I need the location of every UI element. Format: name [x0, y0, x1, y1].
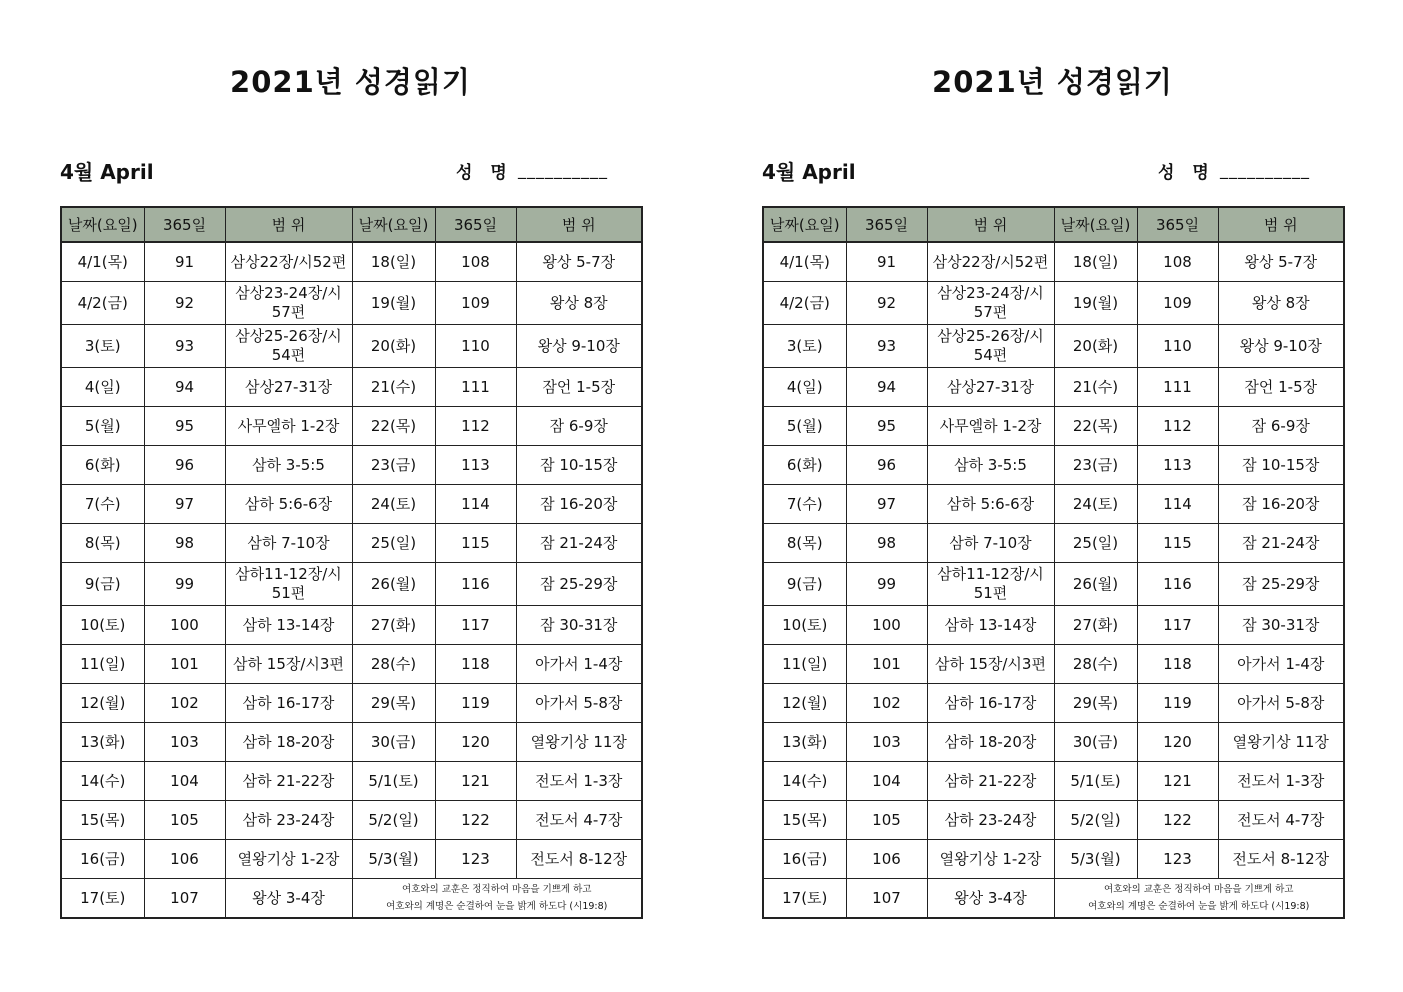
table-row: [763, 879, 1344, 919]
date-cell: 29(목): [352, 684, 435, 723]
table-row: [61, 801, 642, 840]
range-cell: 잠 6-9장: [1218, 407, 1344, 446]
date-cell: 6(화): [763, 446, 846, 485]
range-cell: 삼하 7-10장: [927, 524, 1054, 563]
date-cell: 11(일): [61, 645, 144, 684]
table-row: [763, 524, 1344, 563]
date-cell: 20(화): [1054, 325, 1137, 368]
date-cell: 5(월): [61, 407, 144, 446]
day-number-cell: 100: [144, 606, 225, 645]
table-row: [61, 242, 642, 282]
range-cell: 삼하 21-22장: [927, 762, 1054, 801]
date-cell: 28(수): [352, 645, 435, 684]
date-cell: 12(월): [61, 684, 144, 723]
day-number-cell: 96: [144, 446, 225, 485]
day-number-cell: 99: [846, 563, 927, 606]
date-cell: 19(월): [352, 282, 435, 325]
date-cell: 14(수): [61, 762, 144, 801]
date-cell: 22(목): [352, 407, 435, 446]
day-number-cell: 117: [1137, 606, 1218, 645]
range-cell: 왕상 9-10장: [516, 325, 642, 368]
page-title: 2021년 성경읽기: [230, 65, 471, 99]
table-row: [763, 446, 1344, 485]
day-number-cell: 102: [846, 684, 927, 723]
header-day-number: 365일: [1137, 207, 1218, 242]
day-number-cell: 114: [435, 485, 516, 524]
day-number-cell: 118: [1137, 645, 1218, 684]
day-number-cell: 102: [144, 684, 225, 723]
day-number-cell: 103: [846, 723, 927, 762]
range-cell: 삼하 23-24장: [225, 801, 352, 840]
day-number-cell: 97: [846, 485, 927, 524]
range-cell: 삼하 5:6-6장: [225, 485, 352, 524]
date-cell: 4/2(금): [763, 282, 846, 325]
day-number-cell: 104: [846, 762, 927, 801]
date-cell: 19(월): [1054, 282, 1137, 325]
day-number-cell: 107: [144, 879, 225, 919]
name-blank: __________: [518, 160, 608, 179]
table-row: [763, 645, 1344, 684]
date-cell: 27(화): [1054, 606, 1137, 645]
day-number-cell: 116: [1137, 563, 1218, 606]
name-label: 성 명: [1158, 163, 1215, 183]
range-cell: 왕상 8장: [1218, 282, 1344, 325]
table-row: [763, 840, 1344, 879]
name-label: 성 명: [456, 163, 513, 183]
date-cell: 23(금): [352, 446, 435, 485]
date-cell: 20(화): [352, 325, 435, 368]
table-row: [61, 282, 642, 325]
date-cell: 17(토): [61, 879, 144, 919]
range-cell: 왕상 8장: [516, 282, 642, 325]
table-row: [61, 368, 642, 407]
range-cell: 잠 16-20장: [516, 485, 642, 524]
day-number-cell: 103: [144, 723, 225, 762]
day-number-cell: 101: [144, 645, 225, 684]
day-number-cell: 113: [435, 446, 516, 485]
range-cell: 왕상 3-4장: [225, 879, 352, 919]
range-cell: 전도서 8-12장: [516, 840, 642, 879]
day-number-cell: 112: [1137, 407, 1218, 446]
table-row: [61, 606, 642, 645]
date-cell: 5/2(일): [1054, 801, 1137, 840]
range-cell: 삼하 18-20장: [225, 723, 352, 762]
day-number-cell: 114: [1137, 485, 1218, 524]
date-cell: 24(토): [1054, 485, 1137, 524]
day-number-cell: 123: [1137, 840, 1218, 879]
day-number-cell: 112: [435, 407, 516, 446]
date-cell: 4/1(목): [763, 242, 846, 282]
table-row: [61, 407, 642, 446]
day-number-cell: 110: [435, 325, 516, 368]
day-number-cell: 118: [435, 645, 516, 684]
range-cell: 삼상22장/시52편: [225, 242, 352, 282]
range-cell: 전도서 4-7장: [516, 801, 642, 840]
day-number-cell: 104: [144, 762, 225, 801]
table-row: [763, 762, 1344, 801]
header-day-number: 365일: [144, 207, 225, 242]
date-cell: 7(수): [763, 485, 846, 524]
table-row: [763, 606, 1344, 645]
range-cell: 아가서 1-4장: [516, 645, 642, 684]
date-cell: 14(수): [763, 762, 846, 801]
day-number-cell: 105: [144, 801, 225, 840]
date-cell: 15(목): [763, 801, 846, 840]
range-cell: 왕상 3-4장: [927, 879, 1054, 919]
range-cell: 열왕기상 1-2장: [225, 840, 352, 879]
day-number-cell: 98: [144, 524, 225, 563]
date-cell: 10(토): [763, 606, 846, 645]
date-cell: 12(월): [763, 684, 846, 723]
date-cell: 3(토): [763, 325, 846, 368]
range-cell: 삼상27-31장: [225, 368, 352, 407]
date-cell: 26(월): [352, 563, 435, 606]
date-cell: 21(수): [1054, 368, 1137, 407]
date-cell: 5(월): [763, 407, 846, 446]
range-cell: 삼하 3-5:5: [927, 446, 1054, 485]
verse-line-2: 여호와의 계명은 순결하여 눈을 밝게 하도다 (시19:8): [1088, 901, 1310, 912]
reading-sheet-left: [58, 0, 678, 992]
table-row: [763, 282, 1344, 325]
range-cell: 아가서 5-8장: [516, 684, 642, 723]
verse-line-1: 여호와의 교훈은 정직하여 마음을 기쁘게 하고: [402, 884, 592, 895]
range-cell: 잠 25-29장: [1218, 563, 1344, 606]
range-cell: 전도서 4-7장: [1218, 801, 1344, 840]
range-cell: 삼하 13-14장: [225, 606, 352, 645]
day-number-cell: 97: [144, 485, 225, 524]
day-number-cell: 115: [435, 524, 516, 563]
month-label: 4월 April: [60, 160, 154, 184]
header-row: [763, 207, 1344, 242]
date-cell: 25(일): [352, 524, 435, 563]
range-cell: 삼하 5:6-6장: [927, 485, 1054, 524]
date-cell: 23(금): [1054, 446, 1137, 485]
day-number-cell: 108: [1137, 242, 1218, 282]
date-cell: 17(토): [763, 879, 846, 919]
day-number-cell: 116: [435, 563, 516, 606]
day-number-cell: 105: [846, 801, 927, 840]
range-cell: 삼상25-26장/시54편: [927, 325, 1054, 368]
day-number-cell: 98: [846, 524, 927, 563]
day-number-cell: 109: [1137, 282, 1218, 325]
day-number-cell: 113: [1137, 446, 1218, 485]
date-cell: 26(월): [1054, 563, 1137, 606]
range-cell: 아가서 1-4장: [1218, 645, 1344, 684]
day-number-cell: 106: [144, 840, 225, 879]
date-cell: 16(금): [61, 840, 144, 879]
day-number-cell: 95: [846, 407, 927, 446]
day-number-cell: 96: [846, 446, 927, 485]
date-cell: 10(토): [61, 606, 144, 645]
range-cell: 전도서 1-3장: [516, 762, 642, 801]
day-number-cell: 122: [1137, 801, 1218, 840]
range-cell: 잠 6-9장: [516, 407, 642, 446]
range-cell: 왕상 9-10장: [1218, 325, 1344, 368]
reading-sheet-right: [760, 0, 1380, 992]
range-cell: 잠 21-24장: [1218, 524, 1344, 563]
day-number-cell: 92: [846, 282, 927, 325]
range-cell: 삼하 21-22장: [225, 762, 352, 801]
date-cell: 5/1(토): [1054, 762, 1137, 801]
day-number-cell: 94: [144, 368, 225, 407]
day-number-cell: 109: [435, 282, 516, 325]
verse-line-1: 여호와의 교훈은 정직하여 마음을 기쁘게 하고: [1104, 884, 1294, 895]
date-cell: 29(목): [1054, 684, 1137, 723]
header-row: [61, 207, 642, 242]
range-cell: 삼하 15장/시3편: [927, 645, 1054, 684]
header-date: 날짜(요일): [61, 207, 144, 242]
day-number-cell: 121: [435, 762, 516, 801]
header-range: 범 위: [516, 207, 642, 242]
range-cell: 열왕기상 11장: [516, 723, 642, 762]
header-date: 날짜(요일): [352, 207, 435, 242]
table-row: [61, 684, 642, 723]
verse-line-2: 여호와의 계명은 순결하여 눈을 밝게 하도다 (시19:8): [386, 901, 608, 912]
header-date: 날짜(요일): [763, 207, 846, 242]
table-row: [763, 242, 1344, 282]
day-number-cell: 100: [846, 606, 927, 645]
table-row: [61, 645, 642, 684]
reading-table: [762, 206, 1345, 919]
range-cell: 삼상23-24장/시57편: [225, 282, 352, 325]
bible-verse: [352, 879, 642, 919]
day-number-cell: 95: [144, 407, 225, 446]
header-range: 범 위: [1218, 207, 1344, 242]
range-cell: 잠 30-31장: [516, 606, 642, 645]
date-cell: 15(목): [61, 801, 144, 840]
day-number-cell: 111: [1137, 368, 1218, 407]
table-row: [61, 563, 642, 606]
table-row: [763, 563, 1344, 606]
range-cell: 삼하 16-17장: [225, 684, 352, 723]
date-cell: 13(화): [61, 723, 144, 762]
date-cell: 25(일): [1054, 524, 1137, 563]
table-row: [61, 446, 642, 485]
range-cell: 삼하 15장/시3편: [225, 645, 352, 684]
bible-verse: [1054, 879, 1344, 919]
header-day-number: 365일: [846, 207, 927, 242]
date-cell: 11(일): [763, 645, 846, 684]
table-row: [763, 325, 1344, 368]
day-number-cell: 122: [435, 801, 516, 840]
range-cell: 삼상27-31장: [927, 368, 1054, 407]
range-cell: 전도서 8-12장: [1218, 840, 1344, 879]
day-number-cell: 93: [144, 325, 225, 368]
range-cell: 삼하11-12장/시51편: [225, 563, 352, 606]
date-cell: 6(화): [61, 446, 144, 485]
table-row: [61, 485, 642, 524]
date-cell: 24(토): [352, 485, 435, 524]
day-number-cell: 93: [846, 325, 927, 368]
table-row: [763, 723, 1344, 762]
name-blank: __________: [1220, 160, 1310, 179]
day-number-cell: 99: [144, 563, 225, 606]
range-cell: 열왕기상 11장: [1218, 723, 1344, 762]
range-cell: 잠 21-24장: [516, 524, 642, 563]
date-cell: 5/1(토): [352, 762, 435, 801]
date-cell: 3(토): [61, 325, 144, 368]
range-cell: 삼상23-24장/시57편: [927, 282, 1054, 325]
date-cell: 5/3(월): [352, 840, 435, 879]
day-number-cell: 123: [435, 840, 516, 879]
date-cell: 21(수): [352, 368, 435, 407]
range-cell: 잠언 1-5장: [1218, 368, 1344, 407]
day-number-cell: 91: [144, 242, 225, 282]
day-number-cell: 92: [144, 282, 225, 325]
range-cell: 잠언 1-5장: [516, 368, 642, 407]
date-cell: 27(화): [352, 606, 435, 645]
range-cell: 사무엘하 1-2장: [225, 407, 352, 446]
range-cell: 삼하 13-14장: [927, 606, 1054, 645]
range-cell: 전도서 1-3장: [1218, 762, 1344, 801]
date-cell: 16(금): [763, 840, 846, 879]
day-number-cell: 115: [1137, 524, 1218, 563]
table-row: [61, 524, 642, 563]
range-cell: 삼하11-12장/시51편: [927, 563, 1054, 606]
range-cell: 삼하 7-10장: [225, 524, 352, 563]
day-number-cell: 120: [1137, 723, 1218, 762]
header-range: 범 위: [927, 207, 1054, 242]
day-number-cell: 106: [846, 840, 927, 879]
reading-table: [60, 206, 643, 919]
day-number-cell: 119: [1137, 684, 1218, 723]
range-cell: 열왕기상 1-2장: [927, 840, 1054, 879]
range-cell: 사무엘하 1-2장: [927, 407, 1054, 446]
date-cell: 8(목): [61, 524, 144, 563]
date-cell: 5/2(일): [352, 801, 435, 840]
date-cell: 8(목): [763, 524, 846, 563]
table-row: [763, 407, 1344, 446]
table-row: [61, 879, 642, 919]
day-number-cell: 91: [846, 242, 927, 282]
range-cell: 잠 25-29장: [516, 563, 642, 606]
day-number-cell: 101: [846, 645, 927, 684]
date-cell: 28(수): [1054, 645, 1137, 684]
header-day-number: 365일: [435, 207, 516, 242]
date-cell: 9(금): [61, 563, 144, 606]
table-row: [61, 840, 642, 879]
range-cell: 삼하 3-5:5: [225, 446, 352, 485]
table-row: [763, 684, 1344, 723]
day-number-cell: 94: [846, 368, 927, 407]
range-cell: 삼하 18-20장: [927, 723, 1054, 762]
date-cell: 18(일): [1054, 242, 1137, 282]
month-label: 4월 April: [762, 160, 856, 184]
date-cell: 18(일): [352, 242, 435, 282]
range-cell: 왕상 5-7장: [516, 242, 642, 282]
header-date: 날짜(요일): [1054, 207, 1137, 242]
range-cell: 잠 16-20장: [1218, 485, 1344, 524]
date-cell: 13(화): [763, 723, 846, 762]
date-cell: 4(일): [61, 368, 144, 407]
date-cell: 4(일): [763, 368, 846, 407]
date-cell: 7(수): [61, 485, 144, 524]
day-number-cell: 120: [435, 723, 516, 762]
date-cell: 4/1(목): [61, 242, 144, 282]
table-row: [763, 485, 1344, 524]
range-cell: 삼상22장/시52편: [927, 242, 1054, 282]
table-row: [763, 801, 1344, 840]
range-cell: 삼하 23-24장: [927, 801, 1054, 840]
date-cell: 30(금): [352, 723, 435, 762]
range-cell: 삼하 16-17장: [927, 684, 1054, 723]
date-cell: 9(금): [763, 563, 846, 606]
day-number-cell: 111: [435, 368, 516, 407]
range-cell: 삼상25-26장/시54편: [225, 325, 352, 368]
range-cell: 왕상 5-7장: [1218, 242, 1344, 282]
table-row: [61, 325, 642, 368]
date-cell: 30(금): [1054, 723, 1137, 762]
range-cell: 아가서 5-8장: [1218, 684, 1344, 723]
day-number-cell: 110: [1137, 325, 1218, 368]
table-row: [61, 723, 642, 762]
table-row: [61, 762, 642, 801]
range-cell: 잠 10-15장: [1218, 446, 1344, 485]
date-cell: 22(목): [1054, 407, 1137, 446]
day-number-cell: 117: [435, 606, 516, 645]
range-cell: 잠 10-15장: [516, 446, 642, 485]
day-number-cell: 121: [1137, 762, 1218, 801]
header-range: 범 위: [225, 207, 352, 242]
table-row: [763, 368, 1344, 407]
day-number-cell: 107: [846, 879, 927, 919]
date-cell: 4/2(금): [61, 282, 144, 325]
page-title: 2021년 성경읽기: [932, 65, 1173, 99]
day-number-cell: 119: [435, 684, 516, 723]
date-cell: 5/3(월): [1054, 840, 1137, 879]
range-cell: 잠 30-31장: [1218, 606, 1344, 645]
day-number-cell: 108: [435, 242, 516, 282]
